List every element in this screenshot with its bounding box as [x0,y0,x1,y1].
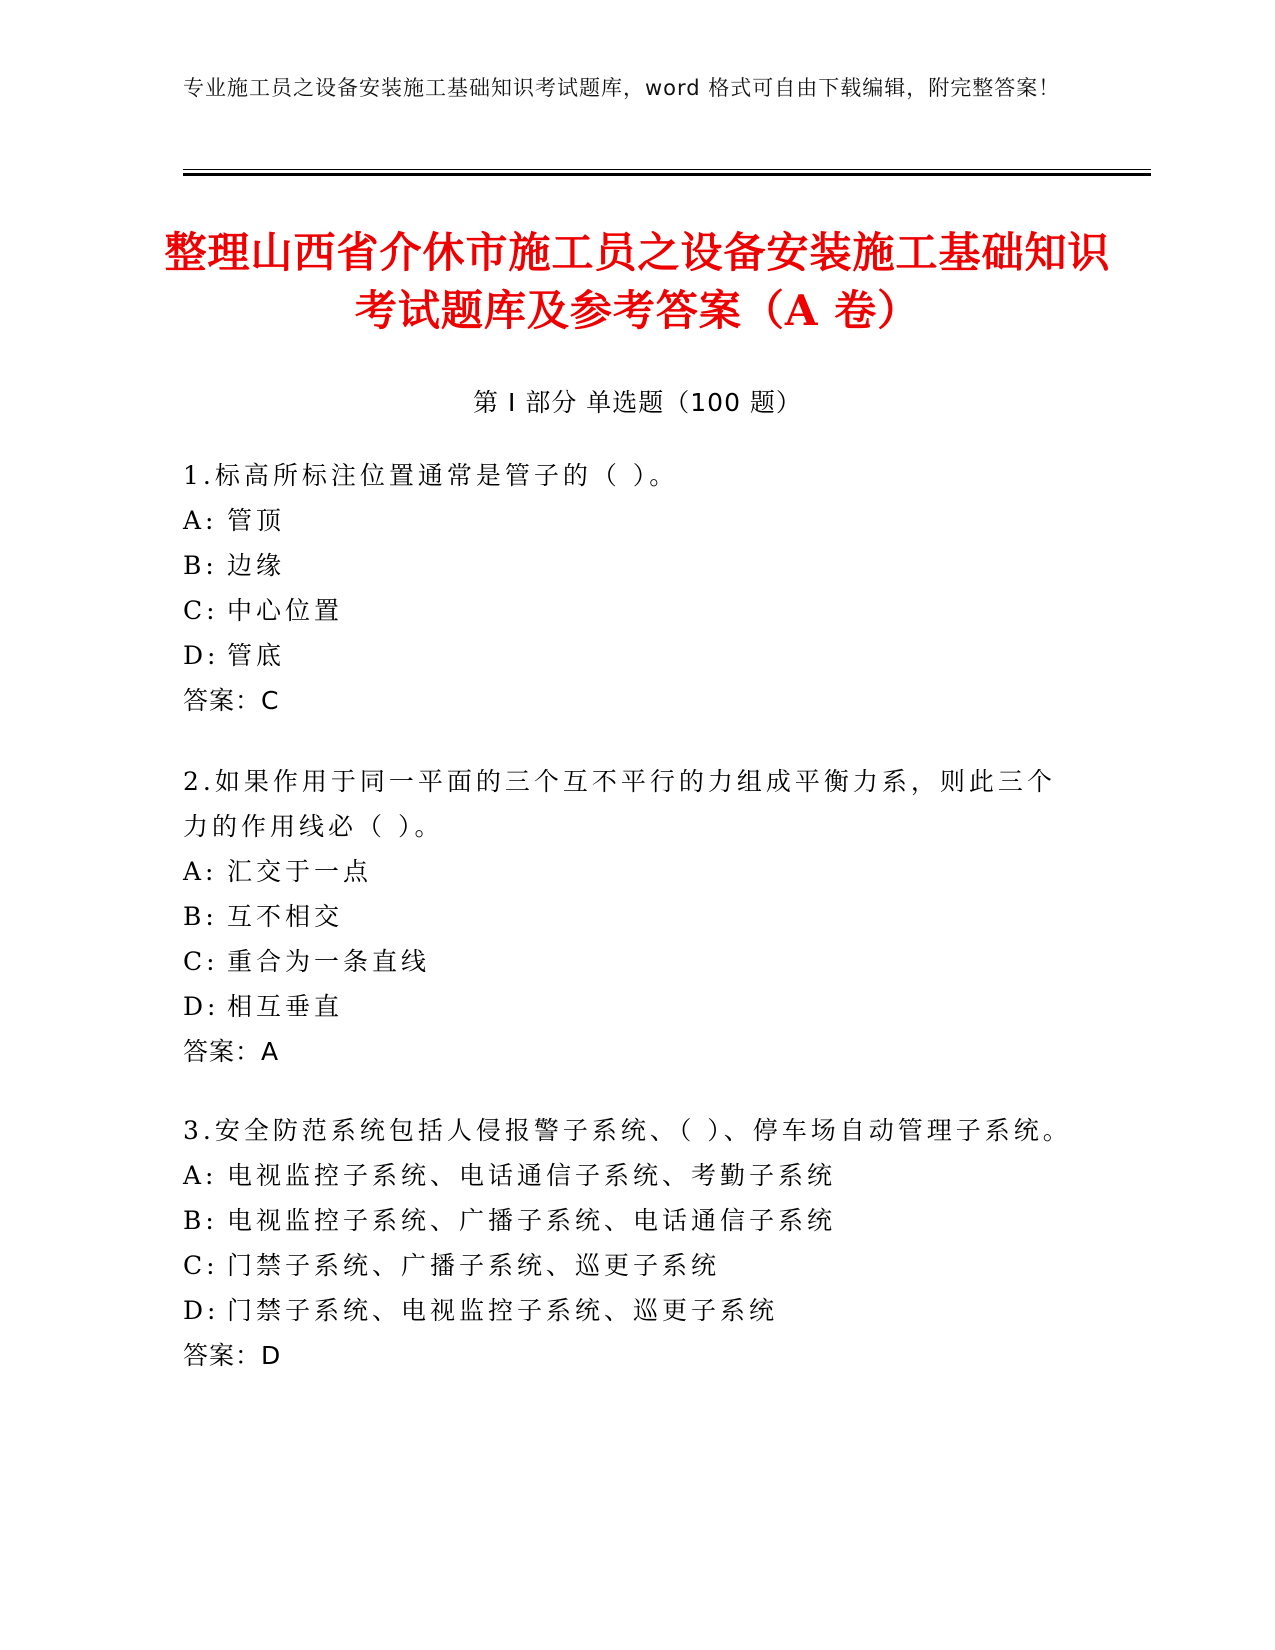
option-key: C: [183,596,219,625]
option-text: 中心位置 [227,596,344,625]
question-3 [183,1108,1083,1378]
option-key: C: [183,1251,219,1280]
option-text: 管底 [227,641,286,670]
document-title: 整理山西省介休市施工员之设备安装施工基础知识考试题库及参考答案（A 卷） [164,228,1111,335]
question-stem: 3.安全防范系统包括人侵报警子系统、（ ）、停车场自动管理子系统。 [183,1116,1072,1145]
option-text: 管顶 [227,506,286,535]
option-d [183,1288,1083,1333]
question-stem: 1.标高所标注位置通常是管子的（ ）。 [183,461,679,490]
option-key: D: [183,1296,220,1325]
option-text: 相互垂直 [227,992,344,1021]
option-c [183,1243,1083,1288]
answer: 答案：A [183,1037,280,1066]
option-text: 电视监控子系统、电话通信子系统、考勤子系统 [227,1161,837,1190]
option-key: A: [183,1161,218,1190]
header-note: 专业施工员之设备安装施工基础知识考试题库，word 格式可自由下载编辑，附完整答案！ [183,76,1061,100]
option-key: D: [183,992,220,1021]
option-text: 电视监控子系统、广播子系统、电话通信子系统 [227,1206,837,1235]
option-c [183,588,1083,633]
answer: 答案：D [183,1341,282,1370]
option-text: 边缘 [227,551,286,580]
option-key: A: [183,506,218,535]
option-text: 汇交于一点 [227,857,373,886]
option-key: A: [183,857,218,886]
header-divider-thin [183,169,1151,170]
question-stem: 2.如果作用于同一平面的三个互不平行的力组成平衡力系，则此三个力的作用线必（ ）。 [183,767,1056,841]
option-c [183,939,1083,984]
option-key: B: [183,1206,218,1235]
option-a [183,498,1083,543]
option-text: 门禁子系统、广播子系统、巡更子系统 [227,1251,721,1280]
header-divider-thick [183,173,1151,176]
option-a [183,849,1083,894]
option-text: 重合为一条直线 [227,947,431,976]
option-d [183,984,1083,1029]
option-text: 互不相交 [227,902,344,931]
option-text: 门禁子系统、电视监控子系统、巡更子系统 [227,1296,779,1325]
question-1 [183,453,1083,723]
question-2 [183,759,1083,1074]
section-title: 第 I 部分 单选题（100 题） [473,388,802,417]
option-key: B: [183,551,218,580]
option-b [183,1198,1083,1243]
option-d [183,633,1083,678]
option-b [183,543,1083,588]
option-a [183,1153,1083,1198]
option-key: C: [183,947,219,976]
option-key: D: [183,641,220,670]
answer: 答案：C [183,686,280,715]
option-key: B: [183,902,218,931]
option-b [183,894,1083,939]
